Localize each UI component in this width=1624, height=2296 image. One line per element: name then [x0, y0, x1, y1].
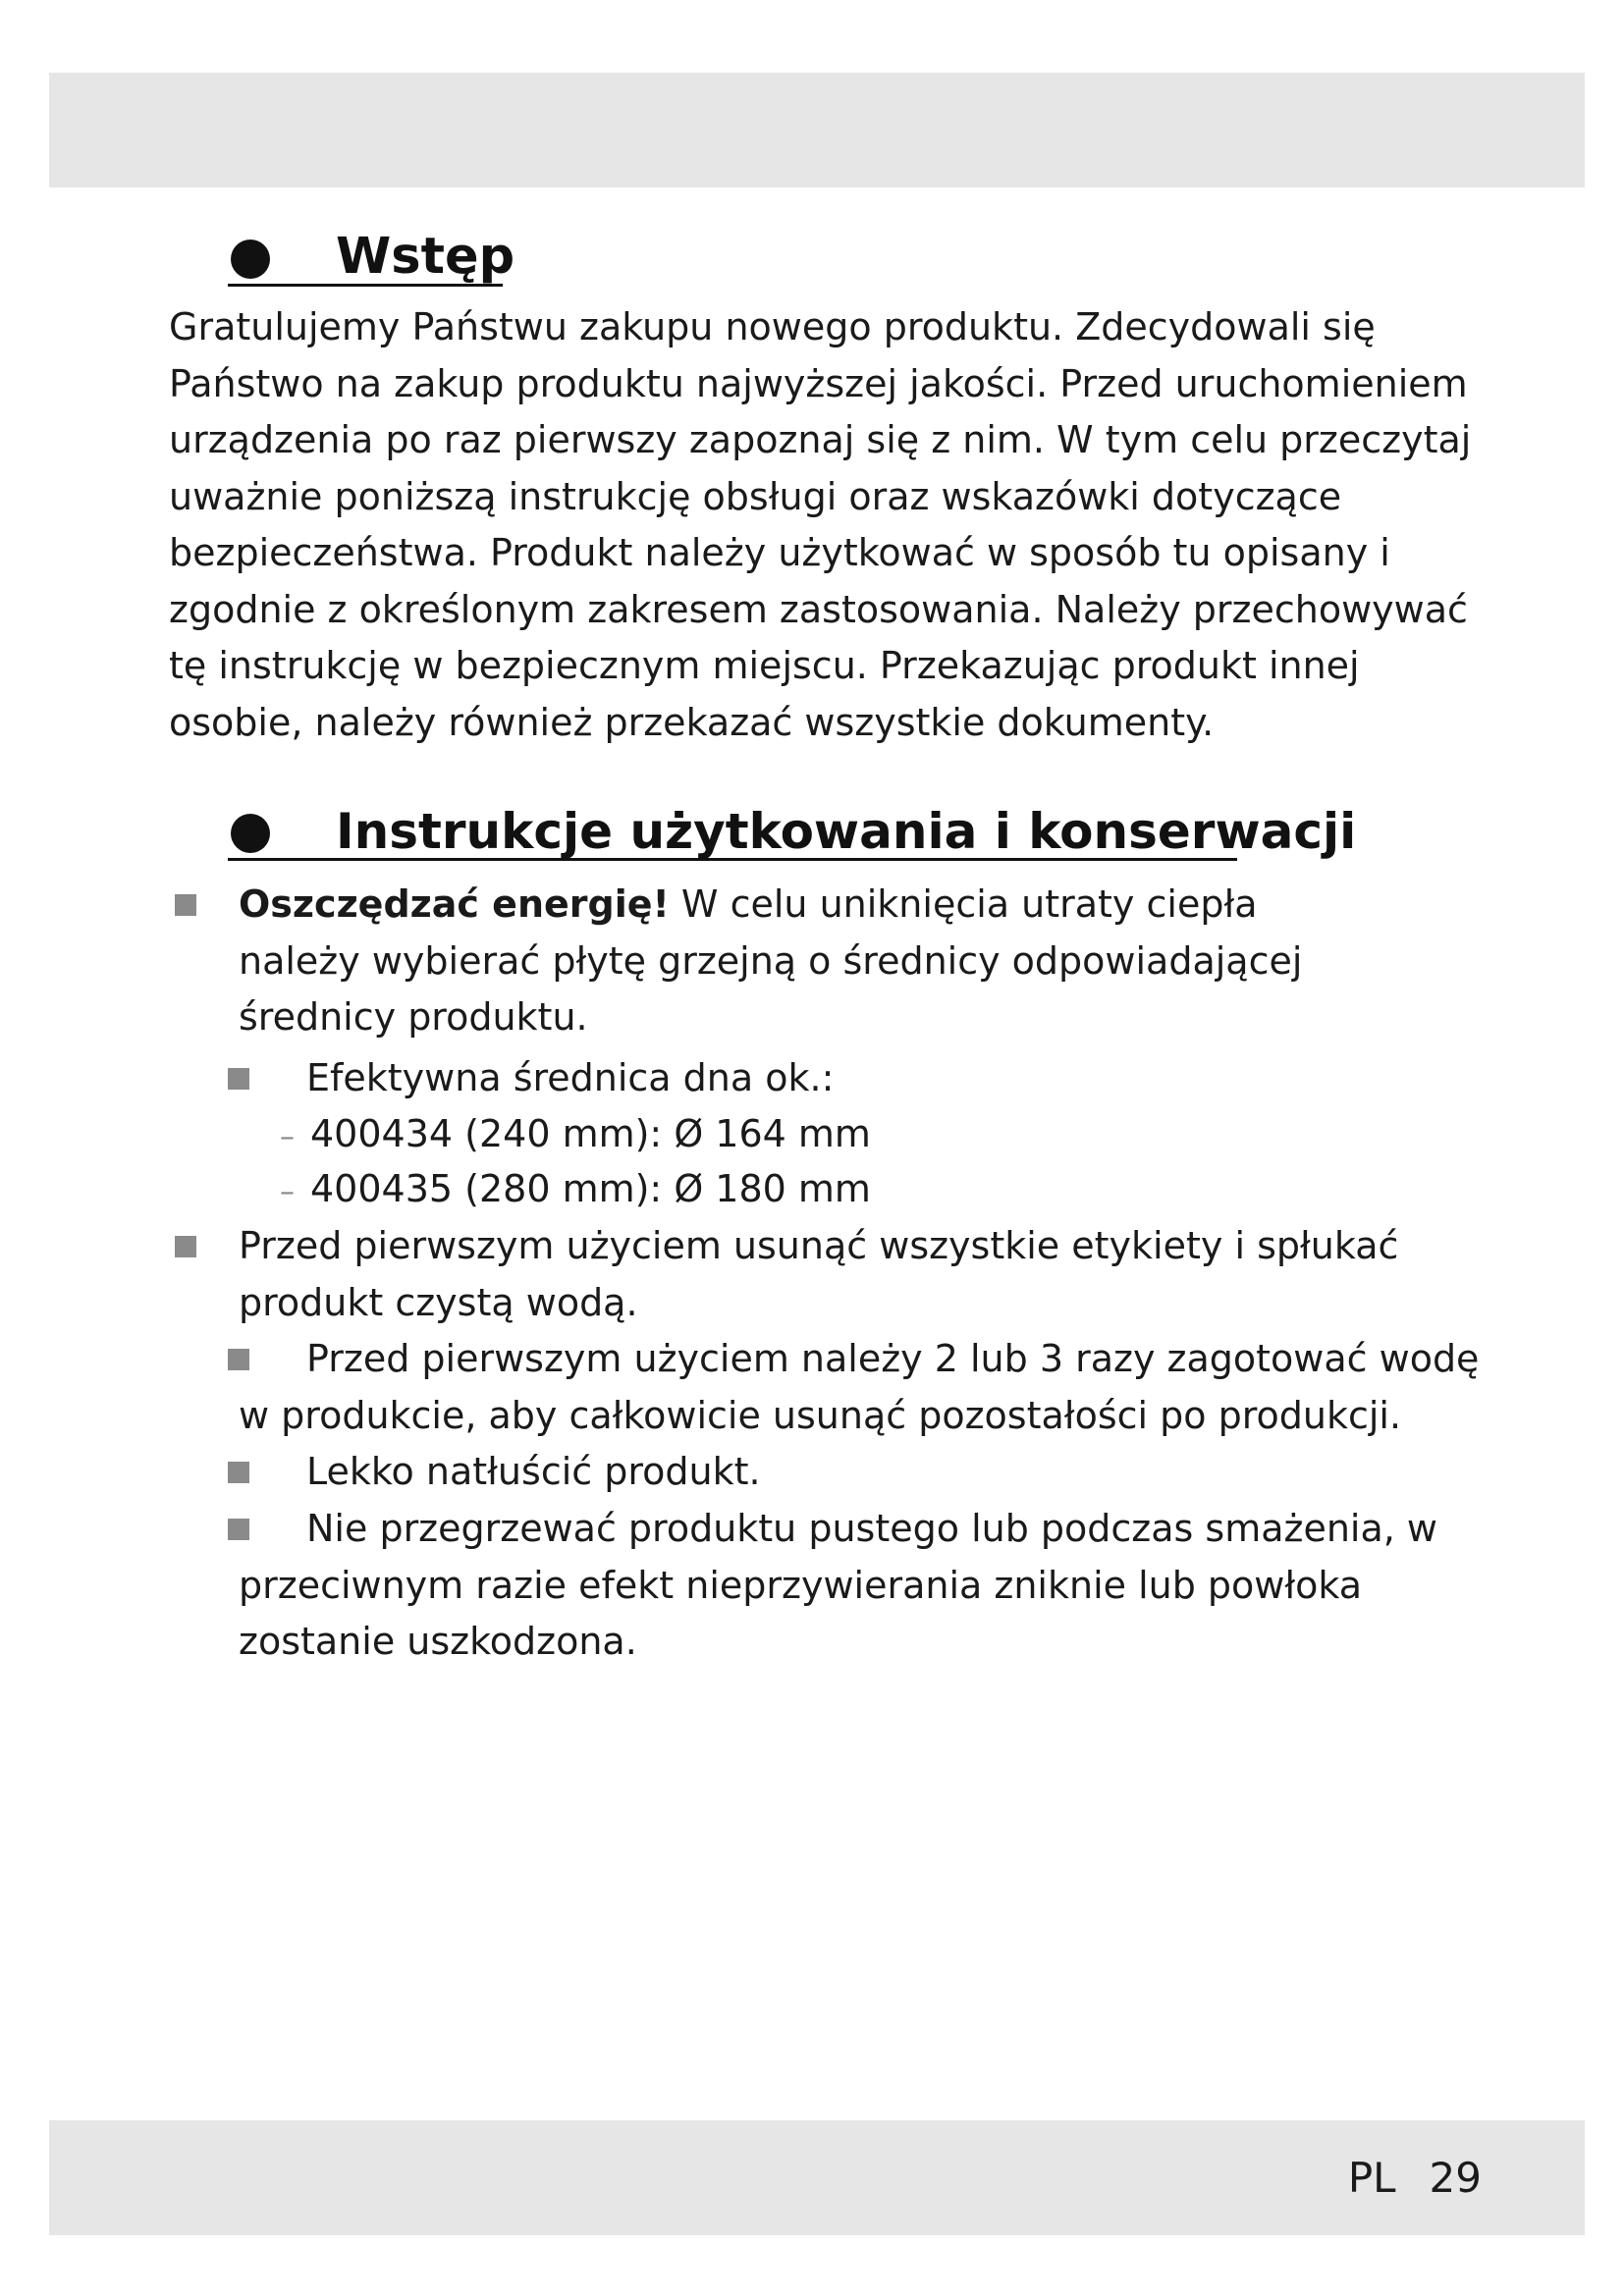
diameter-value: 400434 (240 mm): Ø 164 mm: [310, 1112, 871, 1155]
list-item-text: Przed pierwszym użyciem usunąć wszystkie etykiety i spłukać produkt czystą wodą.: [239, 1224, 1399, 1324]
energy-tip-heading: Oszczędzać energię!: [239, 882, 670, 926]
list-item-text: Przed pierwszym użyciem należy 2 lub 3 razy zagotować wodę w produkcie, aby całkowicie usunąć pozostałości po produkcji.: [239, 1337, 1480, 1437]
diameter-entry: [280, 1161, 871, 1221]
list-item: [239, 1331, 1515, 1444]
heading-bullet-icon: [231, 240, 270, 279]
diameter-entry: [280, 1106, 871, 1166]
diameter-value: 400435 (280 mm): Ø 180 mm: [310, 1167, 871, 1210]
language-code: PL: [1347, 2154, 1396, 2202]
list-item-text: Lekko natłuścić produkt.: [306, 1450, 761, 1493]
list-item: [239, 1501, 1515, 1671]
square-bullet-icon: [175, 894, 196, 916]
diameter-label: Efektywna średnica dna ok.:: [306, 1056, 835, 1099]
page-footer: [1348, 2149, 1482, 2208]
list-item-text: Nie przegrzewać produktu pustego lub podczas smażenia, w przeciwnym razie efekt nieprzywierania zniknie lub powłoka zostanie uszkodzona.: [239, 1507, 1438, 1663]
list-item: [0, 1050, 1624, 1109]
list-item: [0, 1218, 1624, 1336]
section-title-usage: Instrukcje użytkowania i konserwacji: [336, 803, 1357, 860]
list-item: [0, 877, 1624, 1053]
intro-paragraph: Gratulujemy Państwu zakupu nowego produktu. Zdecydowali się Państwo na zakup produktu najwyższej jakości. Przed uruchomieniem urządzenia po raz pierwszy zapoznaj się z nim. W tym celu przeczytaj uważnie poniższą instrukcję obsługi oraz wskazówki dotyczące bezpieczeństwa. Produkt należy użytkować w sposób tu opisany i zgodnie z określonym zakresem zastosowania. Należy przechowywać tę instrukcję w bezpiecznym miejscu. Przekazując produkt innej osobie, należy również przekazać wszystkie dokumenty.: [169, 305, 1472, 744]
section-title-intro: Wstęp: [336, 228, 515, 286]
square-bullet-icon: [228, 1462, 249, 1483]
square-bullet-icon: [228, 1349, 249, 1370]
list-item: [239, 1444, 1515, 1501]
dash-bullet: –: [280, 1120, 295, 1154]
square-bullet-icon: [228, 1519, 249, 1540]
page-number: 29: [1429, 2154, 1482, 2202]
square-bullet-icon: [175, 1236, 196, 1257]
header-band: [49, 73, 1585, 187]
square-bullet-icon: [228, 1068, 249, 1090]
dash-bullet: –: [280, 1175, 295, 1209]
heading-bullet-icon: [231, 814, 270, 853]
energy-tip-text: W celu uniknięcia utraty ciepła należy wybierać płytę grzejną o średnicy odpowiadającej średnicy produktu.: [239, 882, 1303, 1039]
